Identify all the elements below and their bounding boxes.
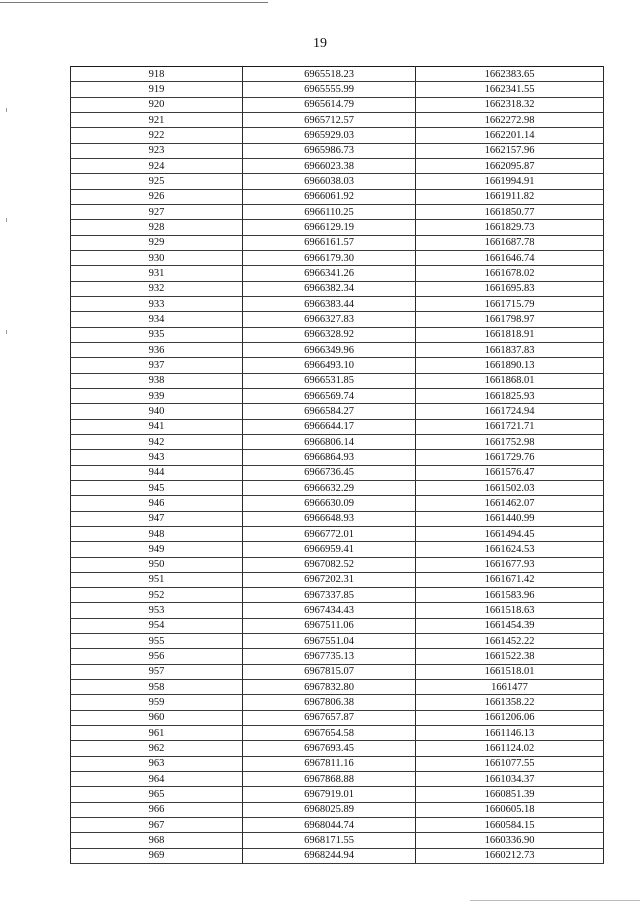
x-coordinate-cell: 6966644.17 [243,419,416,434]
point-number-cell: 924 [71,158,243,173]
y-coordinate-cell: 1661454.39 [416,618,604,633]
x-coordinate-cell: 6966328.92 [243,327,416,342]
point-number-cell: 936 [71,342,243,357]
y-coordinate-cell: 1661724.94 [416,404,604,419]
x-coordinate-cell: 6967811.16 [243,756,416,771]
point-number-cell: 957 [71,664,243,679]
table-row [71,833,604,848]
x-coordinate-cell: 6966584.27 [243,404,416,419]
y-coordinate-cell: 1661868.01 [416,373,604,388]
x-coordinate-cell: 6966864.93 [243,450,416,465]
x-coordinate-cell: 6967806.38 [243,695,416,710]
x-coordinate-cell: 6966110.25 [243,204,416,219]
point-number-cell: 942 [71,434,243,449]
table-row [71,664,604,679]
point-number-cell: 965 [71,787,243,802]
point-number-cell: 940 [71,404,243,419]
y-coordinate-cell: 1661522.38 [416,649,604,664]
table-row [71,496,604,511]
x-coordinate-cell: 6965929.03 [243,128,416,143]
y-coordinate-cell: 1661124.02 [416,741,604,756]
point-number-cell: 962 [71,741,243,756]
x-coordinate-cell: 6967654.58 [243,726,416,741]
table-row [71,404,604,419]
x-coordinate-cell: 6966023.38 [243,158,416,173]
y-coordinate-cell: 1661206.06 [416,710,604,725]
table-row [71,250,604,265]
table-row [71,266,604,281]
point-number-cell: 933 [71,296,243,311]
table-row [71,634,604,649]
coordinates-table-body [71,67,604,864]
table-row [71,649,604,664]
point-number-cell: 928 [71,220,243,235]
table-row [71,128,604,143]
table-row [71,419,604,434]
point-number-cell: 968 [71,833,243,848]
x-coordinate-cell: 6966179.30 [243,250,416,265]
table-row [71,618,604,633]
point-number-cell: 944 [71,465,243,480]
y-coordinate-cell: 1662272.98 [416,112,604,127]
point-number-cell: 921 [71,112,243,127]
table-row [71,710,604,725]
table-row [71,741,604,756]
y-coordinate-cell: 1661576.47 [416,465,604,480]
point-number-cell: 938 [71,373,243,388]
point-number-cell: 946 [71,496,243,511]
point-number-cell: 919 [71,82,243,97]
table-row [71,526,604,541]
point-number-cell: 967 [71,818,243,833]
y-coordinate-cell: 1661518.63 [416,603,604,618]
table-row [71,557,604,572]
point-number-cell: 961 [71,726,243,741]
point-number-cell: 969 [71,848,243,863]
point-number-cell: 963 [71,756,243,771]
table-row [71,112,604,127]
x-coordinate-cell: 6966630.09 [243,496,416,511]
point-number-cell: 937 [71,358,243,373]
table-row [71,189,604,204]
table-row [71,204,604,219]
x-coordinate-cell: 6967832.80 [243,680,416,695]
point-number-cell: 930 [71,250,243,265]
table-row [71,174,604,189]
x-coordinate-cell: 6967202.31 [243,572,416,587]
margin-punch-mark [6,108,7,112]
x-coordinate-cell: 6966772.01 [243,526,416,541]
y-coordinate-cell: 1662095.87 [416,158,604,173]
point-number-cell: 939 [71,388,243,403]
y-coordinate-cell: 1661695.83 [416,281,604,296]
x-coordinate-cell: 6967082.52 [243,557,416,572]
point-number-cell: 929 [71,235,243,250]
point-number-cell: 964 [71,772,243,787]
x-coordinate-cell: 6966349.96 [243,342,416,357]
x-coordinate-cell: 6966569.74 [243,388,416,403]
table-row [71,511,604,526]
point-number-cell: 941 [71,419,243,434]
point-number-cell: 926 [71,189,243,204]
point-number-cell: 934 [71,312,243,327]
point-number-cell: 951 [71,572,243,587]
table-row [71,756,604,771]
table-row [71,296,604,311]
y-coordinate-cell: 1661440.99 [416,511,604,526]
point-number-cell: 958 [71,680,243,695]
y-coordinate-cell: 1661994.91 [416,174,604,189]
table-row [71,235,604,250]
y-coordinate-cell: 1661462.07 [416,496,604,511]
x-coordinate-cell: 6967815.07 [243,664,416,679]
table-row [71,97,604,112]
y-coordinate-cell: 1661146.13 [416,726,604,741]
y-coordinate-cell: 1660584.15 [416,818,604,833]
x-coordinate-cell: 6966327.83 [243,312,416,327]
point-number-cell: 927 [71,204,243,219]
y-coordinate-cell: 1661624.53 [416,542,604,557]
table-row [71,802,604,817]
table-row [71,726,604,741]
y-coordinate-cell: 1660851.39 [416,787,604,802]
x-coordinate-cell: 6967919.01 [243,787,416,802]
y-coordinate-cell: 1661752.98 [416,434,604,449]
y-coordinate-cell: 1662157.96 [416,143,604,158]
y-coordinate-cell: 1662318.32 [416,97,604,112]
table-row [71,680,604,695]
y-coordinate-cell: 1661798.97 [416,312,604,327]
x-coordinate-cell: 6966038.03 [243,174,416,189]
margin-punch-mark [6,218,7,222]
y-coordinate-cell: 1660605.18 [416,802,604,817]
table-row [71,695,604,710]
y-coordinate-cell: 1661678.02 [416,266,604,281]
x-coordinate-cell: 6967693.45 [243,741,416,756]
point-number-cell: 960 [71,710,243,725]
scan-edge-line-top [0,2,268,3]
x-coordinate-cell: 6966736.45 [243,465,416,480]
y-coordinate-cell: 1661837.83 [416,342,604,357]
table-row [71,327,604,342]
y-coordinate-cell: 1661502.03 [416,480,604,495]
x-coordinate-cell: 6966632.29 [243,480,416,495]
point-number-cell: 948 [71,526,243,541]
x-coordinate-cell: 6966648.93 [243,511,416,526]
y-coordinate-cell: 1661825.93 [416,388,604,403]
table-row [71,67,604,82]
point-number-cell: 956 [71,649,243,664]
x-coordinate-cell: 6967434.43 [243,603,416,618]
x-coordinate-cell: 6968044.74 [243,818,416,833]
margin-punch-mark [6,330,7,334]
table-row [71,818,604,833]
point-number-cell: 920 [71,97,243,112]
table-row [71,434,604,449]
x-coordinate-cell: 6965712.57 [243,112,416,127]
x-coordinate-cell: 6968244.94 [243,848,416,863]
point-number-cell: 959 [71,695,243,710]
page-number: 19 [313,36,327,51]
point-number-cell: 950 [71,557,243,572]
table-row [71,480,604,495]
table-row [71,588,604,603]
y-coordinate-cell: 1662201.14 [416,128,604,143]
x-coordinate-cell: 6965986.73 [243,143,416,158]
x-coordinate-cell: 6966061.92 [243,189,416,204]
x-coordinate-cell: 6967657.87 [243,710,416,725]
point-number-cell: 953 [71,603,243,618]
table-row [71,848,604,863]
table-row [71,82,604,97]
point-number-cell: 925 [71,174,243,189]
y-coordinate-cell: 1661494.45 [416,526,604,541]
table-row [71,572,604,587]
y-coordinate-cell: 1661034.37 [416,772,604,787]
table-row [71,465,604,480]
y-coordinate-cell: 1661850.77 [416,204,604,219]
y-coordinate-cell: 1661646.74 [416,250,604,265]
point-number-cell: 931 [71,266,243,281]
point-number-cell: 922 [71,128,243,143]
point-number-cell: 966 [71,802,243,817]
table-row [71,450,604,465]
y-coordinate-cell: 1661721.71 [416,419,604,434]
x-coordinate-cell: 6966493.10 [243,358,416,373]
scan-edge-line-bottom [470,900,640,901]
x-coordinate-cell: 6966341.26 [243,266,416,281]
y-coordinate-cell: 1662341.55 [416,82,604,97]
x-coordinate-cell: 6966959.41 [243,542,416,557]
x-coordinate-cell: 6967735.13 [243,649,416,664]
x-coordinate-cell: 6965518.23 [243,67,416,82]
point-number-cell: 955 [71,634,243,649]
x-coordinate-cell: 6966161.57 [243,235,416,250]
y-coordinate-cell: 1661518.01 [416,664,604,679]
coordinates-table [70,66,604,864]
x-coordinate-cell: 6966531.85 [243,373,416,388]
table-row [71,281,604,296]
point-number-cell: 918 [71,67,243,82]
point-number-cell: 952 [71,588,243,603]
y-coordinate-cell: 1661452.22 [416,634,604,649]
table-row [71,772,604,787]
point-number-cell: 932 [71,281,243,296]
y-coordinate-cell: 1661583.96 [416,588,604,603]
point-number-cell: 945 [71,480,243,495]
y-coordinate-cell: 1661677.93 [416,557,604,572]
y-coordinate-cell: 1661715.79 [416,296,604,311]
y-coordinate-cell: 1661671.42 [416,572,604,587]
x-coordinate-cell: 6967337.85 [243,588,416,603]
table-row [71,373,604,388]
x-coordinate-cell: 6967551.04 [243,634,416,649]
point-number-cell: 943 [71,450,243,465]
point-number-cell: 949 [71,542,243,557]
x-coordinate-cell: 6966806.14 [243,434,416,449]
x-coordinate-cell: 6965614.79 [243,97,416,112]
x-coordinate-cell: 6966129.19 [243,220,416,235]
x-coordinate-cell: 6968025.89 [243,802,416,817]
y-coordinate-cell: 1660336.90 [416,833,604,848]
x-coordinate-cell: 6965555.99 [243,82,416,97]
y-coordinate-cell: 1662383.65 [416,67,604,82]
point-number-cell: 935 [71,327,243,342]
x-coordinate-cell: 6966382.34 [243,281,416,296]
y-coordinate-cell: 1661358.22 [416,695,604,710]
table-row [71,787,604,802]
point-number-cell: 947 [71,511,243,526]
x-coordinate-cell: 6967511.06 [243,618,416,633]
table-row [71,342,604,357]
y-coordinate-cell: 1661818.91 [416,327,604,342]
table-row [71,220,604,235]
table-row [71,143,604,158]
y-coordinate-cell: 1661687.78 [416,235,604,250]
y-coordinate-cell: 1661077.55 [416,756,604,771]
y-coordinate-cell: 1661911.82 [416,189,604,204]
table-row [71,158,604,173]
x-coordinate-cell: 6968171.55 [243,833,416,848]
point-number-cell: 923 [71,143,243,158]
x-coordinate-cell: 6966383.44 [243,296,416,311]
table-row [71,603,604,618]
table-row [71,388,604,403]
y-coordinate-cell: 1661829.73 [416,220,604,235]
x-coordinate-cell: 6967868.88 [243,772,416,787]
table-row [71,542,604,557]
point-number-cell: 954 [71,618,243,633]
y-coordinate-cell: 1661890.13 [416,358,604,373]
y-coordinate-cell: 1661477 [416,680,604,695]
y-coordinate-cell: 1660212.73 [416,848,604,863]
y-coordinate-cell: 1661729.76 [416,450,604,465]
table-row [71,358,604,373]
table-row [71,312,604,327]
